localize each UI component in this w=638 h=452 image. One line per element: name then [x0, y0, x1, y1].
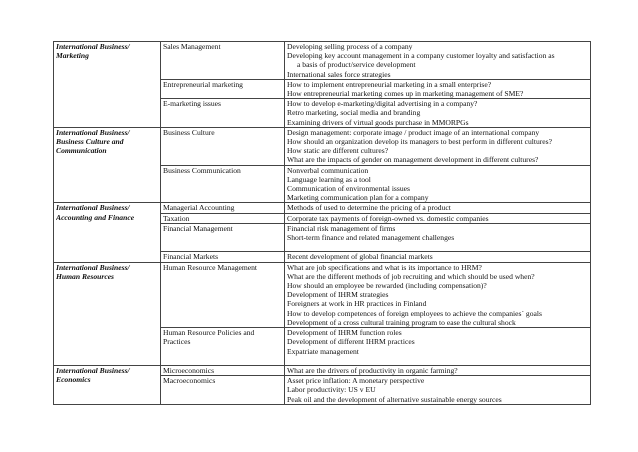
topics-cell — [285, 262, 591, 327]
subject-name: Business Culture — [163, 127, 215, 137]
topic-item: Marketing communication plan for a company — [287, 193, 429, 203]
topic-item: Examining drivers of virtual goods purchase in MMORPGs — [287, 117, 469, 127]
study-area-line: International Business/ — [56, 365, 130, 375]
table-row — [54, 127, 591, 165]
topic-item: Financial risk management of firms — [287, 223, 396, 233]
topic-item: Retro marketing, social media and branding — [287, 108, 421, 118]
topic-item: Developing key account management in a company customer loyalty and satisfaction as — [287, 51, 555, 61]
subject-cell — [161, 365, 285, 375]
study-area-line: International Business/ — [56, 42, 130, 51]
study-area-line: Business Culture and — [56, 137, 124, 147]
study-area-cell — [54, 262, 161, 365]
subject-name: Human Resource Policies and — [163, 328, 255, 338]
subject-cell — [161, 165, 285, 203]
topic-item: Foreigners at work in HR practices in Finland — [287, 299, 427, 309]
topic-item: International sales force strategies — [287, 69, 391, 79]
table-row — [54, 365, 591, 375]
topics-cell — [285, 79, 591, 98]
topic-item: What are the different methods of job recruiting and which should be used when? — [287, 271, 535, 281]
subject-cell — [161, 42, 285, 80]
topic-item: What are the impacts of gender on management development in different cultures? — [287, 155, 539, 165]
topic-item: Peak oil and the development of alternative sustainable energy sources — [287, 394, 502, 404]
topics-cell — [285, 127, 591, 165]
subject-cell — [161, 79, 285, 98]
subject-name: Entrepreneurial marketing — [163, 79, 243, 89]
study-area-line: Human Resources — [56, 271, 115, 281]
subject-cell — [161, 213, 285, 223]
thesis-topics-table — [53, 41, 591, 405]
topic-item: Development of IHRM function roles — [287, 328, 402, 338]
subject-cell — [161, 99, 285, 128]
table-row — [54, 203, 591, 213]
subject-cell — [161, 376, 285, 405]
topic-item: How to implement entrepreneurial marketing in a small enterprise? — [287, 79, 492, 89]
topic-item: Labor productivity: US v EU — [287, 385, 376, 395]
subject-cell — [161, 223, 285, 252]
subject-name: Managerial Accounting — [163, 203, 235, 213]
study-area-cell — [54, 203, 161, 262]
subject-name: Macroeconomics — [163, 376, 216, 386]
topic-item: How should an employee be rewarded (including compensation)? — [287, 281, 487, 291]
subject-name: Sales Management — [163, 42, 221, 51]
topic-item: Methods of used to determine the pricing of a product — [287, 203, 451, 213]
topics-cell — [285, 42, 591, 80]
study-area-line: Marketing — [56, 51, 89, 61]
topics-cell — [285, 99, 591, 128]
topics-cell — [285, 213, 591, 223]
study-area-line: International Business/ — [56, 127, 130, 137]
topic-item: How should an organization develop its managers to best perform in different cultures? — [287, 137, 553, 147]
study-area-line: International Business/ — [56, 262, 130, 272]
topic-item: a basis of product/service development — [297, 60, 416, 70]
topics-cell — [285, 252, 591, 262]
topics-cell — [285, 365, 591, 375]
subject-name: Human Resource Management — [163, 262, 258, 272]
topic-item: How entrepreneurial marketing comes up in marketing management of SME? — [287, 89, 524, 99]
topic-item: Language learning as a tool — [287, 174, 371, 184]
topic-item: What are the drivers of productivity in organic farming? — [287, 365, 458, 375]
table-body — [54, 42, 591, 405]
subject-cell — [161, 328, 285, 366]
topic-item: Expatriate management — [287, 346, 359, 356]
topic-item: Asset price inflation: A monetary perspective — [287, 376, 425, 386]
table-row — [54, 262, 591, 327]
study-area-line: International Business/ — [56, 203, 130, 213]
topic-item: Corporate tax payments of foreign-owned vs. domestic companies — [287, 213, 489, 223]
subject-name: Practices — [163, 337, 191, 347]
subject-cell — [161, 203, 285, 213]
topic-item: Design management: corporate image / product image of an international company — [287, 127, 540, 137]
study-area-cell — [54, 127, 161, 203]
study-area-line: Economics — [56, 375, 91, 385]
study-area-cell — [54, 365, 161, 404]
topic-item: Developing selling process of a company — [287, 42, 413, 51]
subject-cell — [161, 127, 285, 165]
subject-name: Financial Management — [163, 223, 233, 233]
topic-item: Development of a cross cultural training program to ease the cultural shock — [287, 317, 516, 327]
subject-cell — [161, 262, 285, 327]
topics-cell — [285, 165, 591, 203]
topic-item: How static are different cultures? — [287, 146, 389, 156]
subject-name: Business Communication — [163, 165, 241, 175]
study-area-line: Accounting and Finance — [56, 212, 135, 222]
topics-cell — [285, 376, 591, 405]
subject-name: Taxation — [163, 213, 190, 223]
table-row — [54, 42, 591, 80]
topics-cell — [285, 203, 591, 213]
topic-item: Development of different IHRM practices — [287, 337, 415, 347]
subject-cell — [161, 252, 285, 262]
topic-item: How to develop competences of foreign employees to achieve the companies´ goals — [287, 308, 542, 318]
topic-item: Development of IHRM strategies — [287, 290, 389, 300]
topic-item: Communication of environmental issues — [287, 184, 410, 194]
topic-item: What are job specifications and what is its importance to HRM? — [287, 262, 482, 272]
study-area-line: Communication — [56, 146, 107, 156]
topics-cell — [285, 328, 591, 366]
topics-cell — [285, 223, 591, 252]
study-area-cell — [54, 42, 161, 128]
topic-item: Short-term finance and related management challenges — [287, 233, 455, 243]
topic-item: Recent development of global financial markets — [287, 252, 433, 262]
subject-name: Microeconomics — [163, 365, 215, 375]
subject-name: Financial Markets — [163, 252, 219, 262]
topic-item: Nonverbal communication — [287, 165, 369, 175]
topic-item: How to develop e-marketing/digital advertising in a company? — [287, 99, 478, 109]
subject-name: E-marketing issues — [163, 99, 221, 109]
